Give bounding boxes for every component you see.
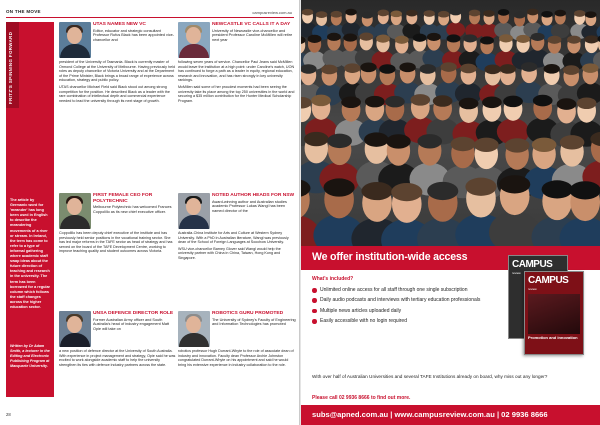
- ad-feature-text: Unlimited online access for all staff through one single subscription: [320, 287, 468, 293]
- portrait-photo: [59, 22, 91, 58]
- story-body: [178, 231, 296, 261]
- sidebar-body-text: The article by Germanic word for 'meander' has long been used in English to describe the meandering movements of a river or stream. In Ireland, the term has come to refer to a type of informal gathering where academic staff swap ideas about the future direction of teaching and research in the university. The term has been borrowed for a regular column which follows the staff changes across the higher education sector.: [10, 198, 51, 309]
- ad-feature-text: Easily accessible with no login required: [320, 318, 407, 325]
- ad-contact-text[interactable]: subs@apned.com.au | www.campusreview.com.au | 02 9936 8666: [312, 410, 548, 419]
- story-headline: NEWCASTLE VC CALLS IT A DAY: [212, 22, 291, 27]
- magazine-cover-image: [528, 294, 580, 334]
- story-body: [178, 60, 296, 103]
- story-polytechnic: [59, 193, 177, 308]
- story-paragraph: McMillen said some of her proudest moments had been seeing the university take its place among the top 250 universities in the world and securing a $35 million contribution for the Hunter Medical Scholarship Program.: [178, 84, 295, 103]
- magazine-logo: CAMPUS: [528, 275, 569, 286]
- page-number: 28: [6, 412, 11, 417]
- story-lead: University of Newcastle vice-chancellor and president Professor Caroline McMillen will retire next year: [212, 28, 293, 42]
- story-utas: [59, 22, 177, 187]
- ad-feature-item: [312, 297, 488, 303]
- story-lead: Award-winning author and Australian studies academic Professor Lukas Wangl has been named director of the: [212, 199, 287, 213]
- ad-feature-text: Daily audio podcasts and interviews with tertiary education professionals: [320, 297, 481, 304]
- ad-call-to-action[interactable]: Please call 02 9936 8666 to find out more.: [312, 395, 411, 401]
- portrait-photo: [59, 311, 91, 347]
- bullet-icon: [312, 309, 317, 314]
- ad-feature-list: [312, 287, 488, 329]
- story-headline: FIRST FEMALE CEO FOR POLYTECHNIC: [93, 193, 153, 204]
- story-author: [178, 193, 296, 308]
- story-paragraph: robotics professor Hugh Durrant-Whyte to the role of associate dean of industry and innovation. Faculty dean Professor Archie Johnston congratulated Durrant-Whyte on his appointment and said he would bring his extensive experience in industry collaboration to the role.: [178, 349, 294, 367]
- story-paragraph: a new position of defence director at the University of South Australia. With experience in project management and strategy, Opie said he was excited to work alongside academic staff to help the university strengthen its ties with defence industry partners across the state.: [59, 349, 176, 367]
- story-lead: The University of Sydney's Faculty of Engineering and Information Technologies has promoted: [212, 317, 296, 327]
- story-paragraph: Australia-China Institute for Arts and Culture at Western Sydney University. With a PhD in Australian literature, Wangl was previously dean of the School of Foreign Languages at Soochow University.: [178, 231, 289, 245]
- sidebar-tab-label: FRITZ'S SPINNING FORWARD: [8, 31, 13, 104]
- portrait-photo: [178, 193, 210, 229]
- story-headline: ROBOTICS GURU PROMOTED: [212, 311, 284, 316]
- story-paragraph: Coppolillo has been deputy chief executive of the institute and has previously held senior positions in the vocational training sector. She has led major reforms in the TAFE sector as head of strategy and has served on the board of the TAFE Development Centre, working to improve teaching quality and student outcomes across Victoria.: [59, 231, 173, 254]
- story-robotics: [178, 311, 296, 396]
- ad-feature-item: [312, 308, 488, 314]
- portrait-photo: [178, 311, 210, 347]
- ad-feature-text: Multiple news articles uploaded daily: [320, 307, 402, 314]
- bullet-icon: [312, 319, 317, 324]
- crowd-photo: [300, 0, 600, 246]
- site-url[interactable]: campusreview.com.au: [252, 10, 292, 15]
- story-paragraph: WSU vice-chancellor Barney Glover said Wangl would help the university partner with China in China, Taiwan, Hong Kong and Singapore.: [178, 246, 281, 260]
- ad-contact-bar: [300, 405, 600, 425]
- magazine-cover-front: [524, 271, 584, 355]
- right-page: [300, 0, 600, 425]
- story-paragraph: following seven years of service. Chancellor Paul Jeans said McMillen would leave the institution at a high point: under Caroline's watch, UON has continued to forge a path as a leader in equity, regional education, research and innovation, and has risen strongly in key university rankings.: [178, 60, 295, 83]
- magazine-logo-suffix: review: [528, 287, 537, 291]
- ad-feature-item: [312, 318, 488, 324]
- portrait-photo: [178, 22, 210, 58]
- story-body: [59, 60, 177, 103]
- story-headline: UTAS NAMES NEW VC: [93, 22, 146, 27]
- sidebar-panel: [6, 22, 54, 397]
- sidebar-author-credit: Written by Dr Adam Smith, a lecturer in the Editing and Electronic Publishing Program at Macquarie University.: [10, 344, 50, 368]
- story-paragraph: UTAS chancellor Michael Field said Black stood out among strong competition for the position. He described Black as a leader with the rare combination of intellectual depth and commercial experience needed to lead the university through its next stage of growth.: [59, 84, 170, 103]
- header-rule: [6, 17, 294, 18]
- story-paragraph: president of the University of Tasmania. Black is currently master of Ormond College at the University of Melbourne. Having previously held roles as deputy chancellor of Victoria University and at the Department of the Prime Minister, Black brings a broad range of experience across education, strategy and public policy.: [59, 60, 176, 83]
- story-lead: Melbourne Polytechnic has welcomed Frances Coppolillo as its new chief executive officer.: [93, 205, 172, 214]
- section-title: ON THE MOVE: [6, 9, 41, 14]
- ad-feature-item: [312, 287, 488, 293]
- story-headline: UNSA DEFENCE DIRECTOR ROLE: [93, 311, 174, 316]
- page-spine: [299, 0, 301, 425]
- story-body: [178, 349, 296, 367]
- ad-title: We offer institution-wide access: [312, 251, 468, 263]
- story-lead: Former Australian Army officer and South Australia's head of industry engagement Matt Opie will take on: [93, 317, 170, 331]
- story-lead: Editor, educator and strategic consultant Professor Rufus Black has been appointed vice-chancellor and: [93, 28, 175, 42]
- bullet-icon: [312, 298, 317, 303]
- portrait-photo: [59, 193, 91, 229]
- story-body: [59, 231, 177, 254]
- story-newcastle: [178, 22, 296, 187]
- sidebar-tab: [6, 22, 19, 108]
- magazine-cover-line: Promotion and innovation: [528, 335, 578, 340]
- bullet-icon: [312, 288, 317, 293]
- story-body: [59, 349, 177, 367]
- story-headline: NOTED AUTHOR HEADS FOR NSW: [212, 193, 295, 198]
- crowd-illustration: [300, 0, 600, 246]
- ad-footer-text: With over half of Australian Universities and several TAFE Institutions already on board, why miss out any longer?: [312, 374, 548, 379]
- magazine-logo-suffix: review: [512, 271, 521, 275]
- story-unisa: [59, 311, 177, 396]
- magazine-logo: CAMPUS: [512, 259, 553, 270]
- ad-subhead: What's included?: [312, 276, 354, 282]
